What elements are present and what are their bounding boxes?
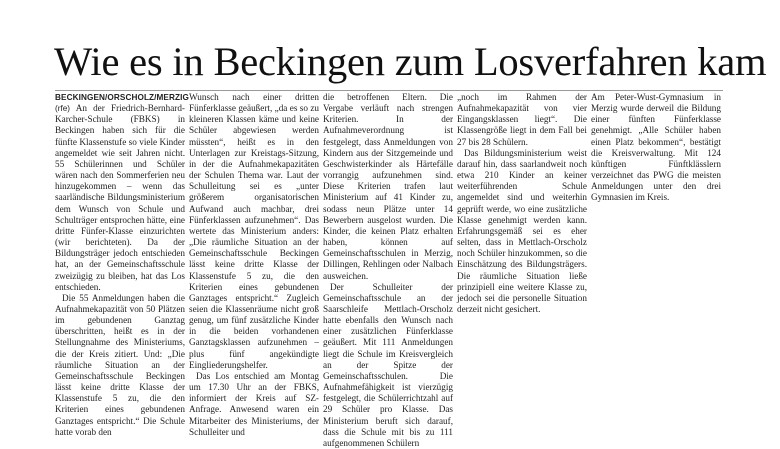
headline: Wie es in Beckingen zum Losverfahren kam [54, 39, 767, 84]
paragraph: Die 55 Anmeldungen haben die Aufnahmekapazität von 50 Plätzen im gebundenen Ganztag überschritten, heißt es in der Stellungnahme des Ministeriums, die der Kreis zitiert. Und: „Die räumliche Situation an der Gemeinschaftsschule Beckingen lässt keine dritte Klasse der Klassenstufe 5 zu, die den Kriterien eines gebundenen Ganztages entspricht.“ Die Schule hatte vorab den [55, 292, 185, 437]
author-credit: (rfe) [55, 104, 71, 114]
paragraph: Am Peter-Wust-Gymnasium in Merzig wurde derweil die Bildung einer fünften Fünferklasse genehmigt. „Alle Schüler haben einen Platz bekommen“, bestätigt die Kreisverwaltung. Mit 124 künftigen Fünftklässlern verzeichnet das PWG die meisten Anmeldungen unter den drei Gymnasien im Kreis. [591, 92, 721, 203]
headline-rule [55, 90, 723, 91]
article-column-2 [189, 92, 319, 437]
article-column-3 [323, 92, 453, 448]
paragraph [55, 92, 189, 293]
paragraph: Das Bildungsministerium weist darauf hin, dass saarlandweit noch etwa 210 Kinder an keiner weiterführenden Schule angemeldet sind und weiterhin geprüft werde, wo eine zusätzliche Klasse genehmigt werden kann. Erfahrungsgemäß sei es eher selten, dass in Mettlach-Orscholz noch Schüler hinzukommen, so die Einschätzung des Bildungsträgers. Die räumliche Situation ließe prinzipiell eine weitere Klasse zu, jedoch sei die personelle Situation derzeit nicht gesichert. [457, 147, 587, 314]
paragraph-text: An der Friedrich-Bernhard-Karcher-Schule (FBKS) in Beckingen haben sich für die fünfte Klassenstufe so viele Kinder angemeldet wie seit Jahren nicht. 55 Schülerinnen und Schüler wären nach den Sommerferien neu hinzugekommen – wenn das saarländische Bildungsministerium dem Wunsch von Schule und Schulträger entsprochen hätte, eine dritte Fünfer-Klasse einzurichten (wir berichteten). Da der Bildungsträger jedoch entschieden hat, an der Gemeinschaftsschule zweizügig zu bleiben, hat das Los entschieden. [55, 103, 185, 292]
paragraph: Das Los entschied am Montag um 17.30 Uhr an der FBKS, informiert der Kreis auf SZ-Anfrage. Anwesend waren ein Mitarbeiter des Ministeriums, der Schulleiter und [189, 370, 319, 437]
article-column-4 [457, 92, 587, 422]
paragraph: Der Schulleiter der Gemeinschaftsschule an der Saarschleife Mettlach-Orscholz hatte ebenfalls den Wunsch nach einer zusätzlichen Fünferklasse geäußert. Mit 111 Anmeldungen liegt die Schule im Kreisvergleich an der Spitze der Gemeinschaftsschulen. Die Aufnahmefähigkeit ist vierzügig festgelegt, die Schülerrichtzahl auf 29 Schüler pro Klasse. Das Ministerium beruft sich darauf, dass die Schule mit bis zu 111 aufgenommenen Schülern [323, 281, 453, 448]
paragraph: die betroffenen Eltern. Die Vergabe verläuft nach strengen Kriterien. In der Aufnahmeverordnung ist festgelegt, dass Anmeldungen von Kindern aus der Sitzgemeinde und Geschwisterkinder als Härtefälle vorrangig aufzunehmen sind. Diese Kriterien trafen laut Ministerium auf 41 Kinder zu, sodass neun Plätze unter 14 Bewerbern ausgelost wurden. Die Kinder, die keinen Platz erhalten haben, können auf Gemeinschaftsschulen in Merzig, Dillingen, Rehlingen oder Nalbach ausweichen. [323, 92, 453, 281]
paragraph: Wunsch nach einer dritten Fünferklasse geäußert, „da es so zu kleineren Klassen käme und keine Schüler abgewiesen werden müssten“, heißt es in den Unterlagen zur Kreistags-Sitzung, in der die Aufnahmekapazitäten der Schulen Thema war. Laut der Schulleitung sei es „unter größerem organisatorischen Aufwand auch machbar, drei Fünferklassen aufzunehmen“. Das wertete das Ministerium anders: „Die räumliche Situation an der Gemeinschaftsschule Beckingen lässt keine dritte Klasse der Klassenstufe 5 zu, die den Kriterien eines gebundenen Ganztages entspricht.“ Zugleich seien die Klassenräume nicht groß genug, um fünf zusätzliche Kinder in die beiden vorhandenen Ganztagsklassen aufzunehmen – plus fünf angekündigte Eingliederungshelfer. [189, 92, 319, 370]
article-column-5 [591, 92, 721, 422]
dateline: BECKINGEN/ORSCHOLZ/MERZIG [55, 93, 189, 102]
article-column-1 [55, 92, 189, 437]
paragraph: „noch im Rahmen der Aufnahmekapazität von vier Eingangsklassen liegt“. Die Klassengröße liegt in dem Fall bei 27 bis 28 Schülern. [457, 92, 587, 147]
